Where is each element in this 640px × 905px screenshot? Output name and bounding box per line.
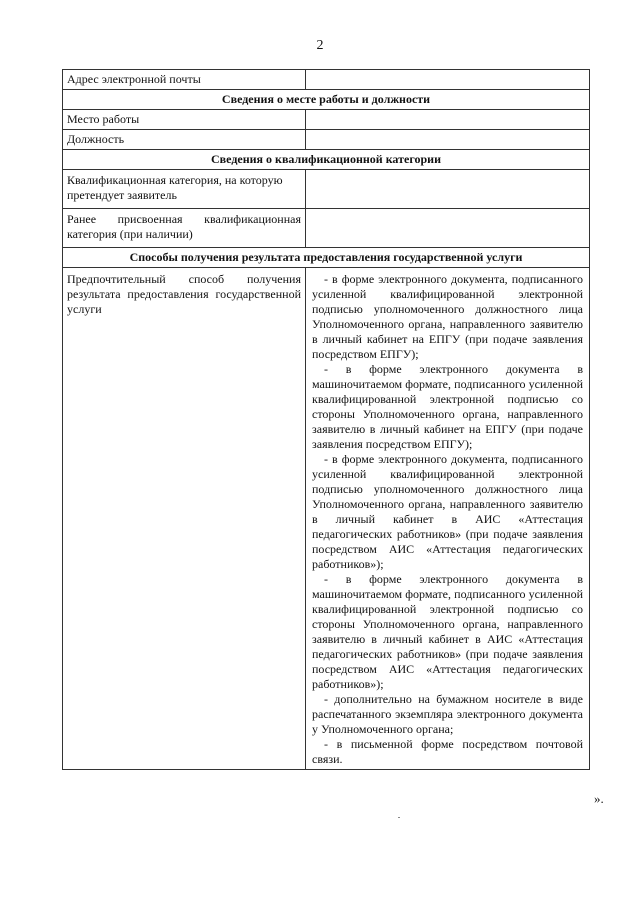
scan-speck	[398, 817, 400, 818]
claimed-category-label: Квалификационная категория, на которую претендует заявитель	[63, 170, 306, 209]
qualification-section-header-row	[63, 150, 590, 170]
workplace-row	[63, 110, 590, 130]
workplace-value-field[interactable]	[306, 110, 590, 130]
work-section-header-row	[63, 90, 590, 110]
claimed-category-row	[63, 170, 590, 209]
position-row	[63, 130, 590, 150]
previous-category-label: Ранее присвоенная квалификационная категория (при наличии)	[63, 209, 306, 248]
results-section-title: Способы получения результата предоставления государственной услуги	[63, 248, 590, 268]
application-form-table	[62, 69, 590, 770]
previous-category-value-field[interactable]	[306, 209, 590, 248]
method-option-postal: - в письменной форме посредством почтовой связи.	[312, 737, 583, 766]
email-value-field[interactable]	[306, 70, 590, 90]
position-label: Должность	[63, 130, 306, 150]
method-option-ais-machine-readable: - в форме электронного документа в машиночитаемом формате, подписанного усиленной квалифицированной электронной подписью со стороны Уполномоченного органа, направленного заявителю в личный кабинет в АИС «Аттестация педагогических работников» (при подаче заявления посредством АИС «Аттестация педагогических работников»);	[312, 572, 583, 691]
previous-category-row	[63, 209, 590, 248]
method-option-paper-copy: - дополнительно на бумажном носителе в виде распечатанного экземпляра электронного документа у Уполномоченного органа;	[312, 692, 583, 736]
preferred-method-options	[306, 268, 590, 770]
qualification-section-title: Сведения о квалификационной категории	[63, 150, 590, 170]
email-label: Адрес электронной почты	[63, 70, 306, 90]
method-option-epgu-machine-readable: - в форме электронного документа в машиночитаемом формате, подписанного усиленной квалифицированной электронной подписью со стороны Уполномоченного органа, направленного заявителю в личный кабинет на ЕПГУ (при подаче заявления посредством ЕПГУ);	[312, 362, 583, 451]
email-row	[63, 70, 590, 90]
method-option-ais-signed: - в форме электронного документа, подписанного усиленной квалифицированной электронной подписью уполномоченного должностного лица Уполномоченного органа, направленного заявителю в личный кабинет в АИС «Аттестация педагогических работников» (при подаче заявления посредством АИС «Аттестация педагогических работников»);	[312, 452, 583, 571]
preferred-method-row	[63, 268, 590, 770]
closing-quote-mark: ».	[594, 791, 604, 806]
work-section-title: Сведения о месте работы и должности	[63, 90, 590, 110]
workplace-label: Место работы	[63, 110, 306, 130]
position-value-field[interactable]	[306, 130, 590, 150]
method-option-epgu-signed: - в форме электронного документа, подписанного усиленной квалифицированной электронной подписью уполномоченного должностного лица Уполномоченного органа, направленного заявителю в личный кабинет на ЕПГУ (при подаче заявления посредством ЕПГУ);	[312, 272, 583, 361]
preferred-method-label: Предпочтительный способ получения результата предоставления государственной услуги	[63, 268, 306, 770]
page-number: 2	[316, 38, 324, 53]
results-section-header-row	[63, 248, 590, 268]
claimed-category-value-field[interactable]	[306, 170, 590, 209]
